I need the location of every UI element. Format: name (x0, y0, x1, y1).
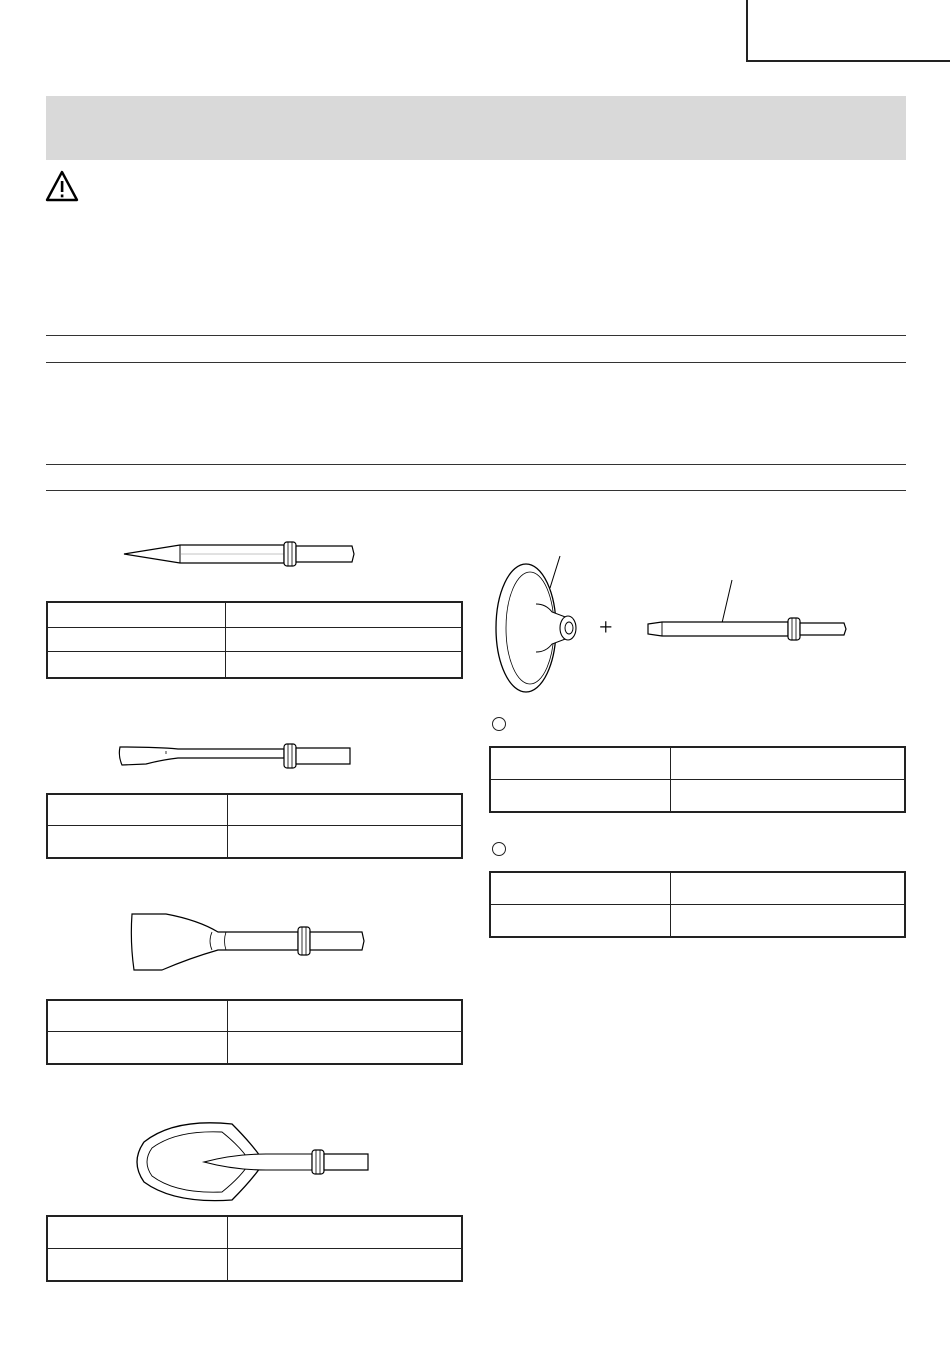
tamper-plate-illustration (490, 552, 590, 700)
table-cell (226, 603, 461, 628)
table-cell (226, 652, 461, 677)
table-cell (48, 652, 226, 677)
table-cell (48, 1217, 228, 1249)
cold-chisel-spec-table (46, 793, 463, 859)
table-cell (48, 1032, 228, 1063)
reference-circle-b (492, 842, 506, 856)
table-cell (491, 905, 671, 937)
table-cell (226, 628, 461, 653)
table-cell (228, 1032, 461, 1063)
tamper-spec-table-b (489, 871, 906, 938)
table-cell (228, 795, 461, 826)
table-cell (491, 780, 671, 812)
section-title-bar (46, 96, 906, 160)
clay-spade-spec-table (46, 1215, 463, 1282)
table-cell (228, 1001, 461, 1032)
table-cell (48, 603, 226, 628)
table-cell (491, 873, 671, 905)
table-cell (228, 826, 461, 857)
table-cell (671, 748, 904, 780)
cutter-illustration (128, 910, 370, 974)
table-cell (228, 1217, 461, 1249)
table-cell (491, 748, 671, 780)
table-cell (48, 1001, 228, 1032)
divider-rule (46, 464, 906, 465)
warning-triangle-icon (46, 170, 78, 202)
cold-chisel-illustration (116, 740, 356, 772)
divider-rule (46, 362, 906, 363)
table-cell (228, 1249, 461, 1281)
bull-point-illustration (120, 538, 360, 570)
divider-rule (46, 490, 906, 491)
table-cell (671, 905, 904, 937)
reference-circle-a (492, 717, 506, 731)
table-cell (671, 873, 904, 905)
cutter-spec-table (46, 999, 463, 1065)
tamper-shank-illustration (642, 578, 852, 644)
table-cell (48, 795, 228, 826)
divider-rule (46, 335, 906, 336)
bull-point-spec-table (46, 601, 463, 679)
table-cell (48, 1249, 228, 1281)
table-cell (48, 826, 228, 857)
clay-spade-illustration (134, 1118, 374, 1204)
page-number-tab (746, 0, 950, 62)
tamper-spec-table-a (489, 746, 906, 813)
plus-sign: + (599, 615, 613, 641)
table-cell (48, 628, 226, 653)
table-cell (671, 780, 904, 812)
